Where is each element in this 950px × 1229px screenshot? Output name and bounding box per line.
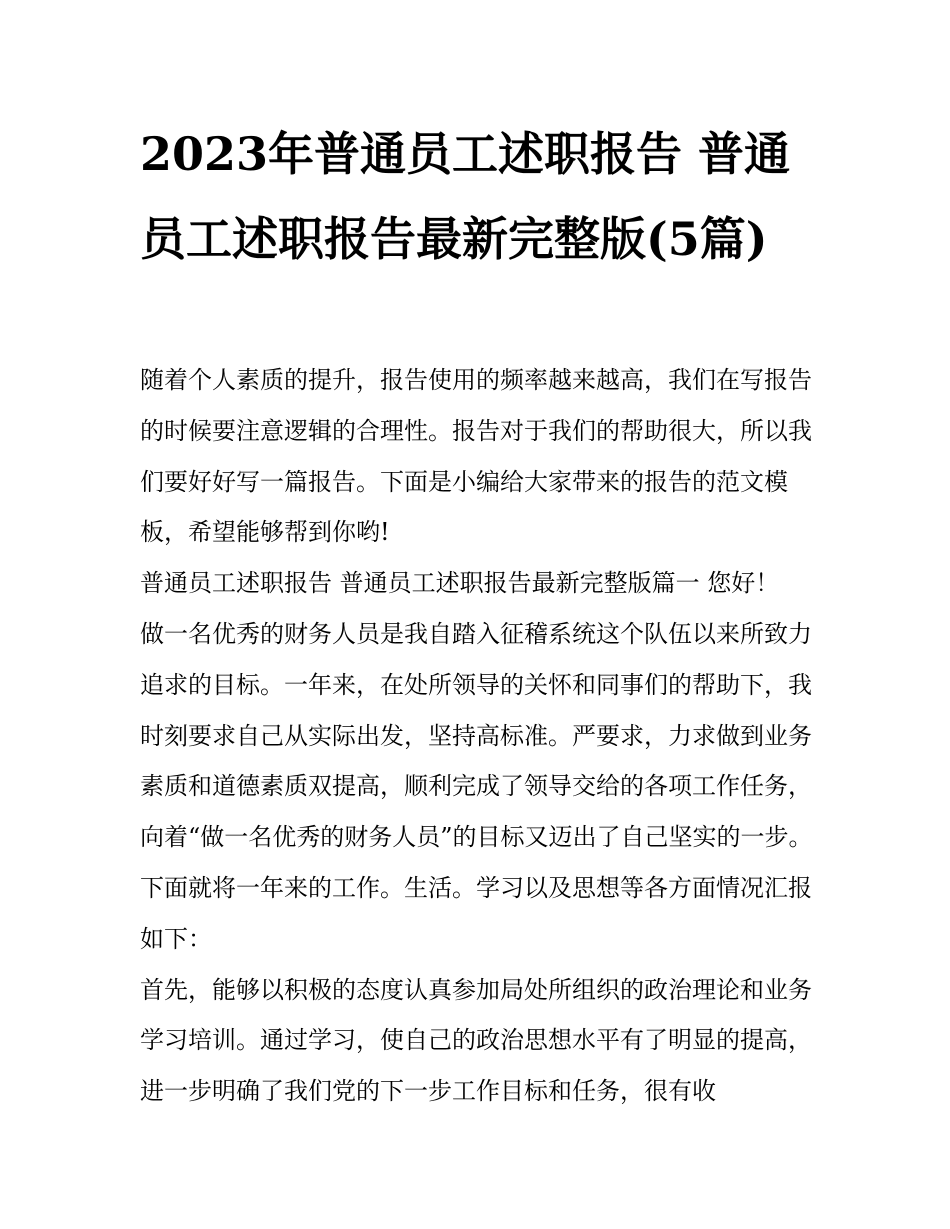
paragraph-intro: 随着个人素质的提升，报告使用的频率越来越高，我们在写报告的时候要注意逻辑的合理性。报告对于我们的帮助很大，所以我们要好好写一篇报告。下面是小编给大家带来的报告的范文模板，希望能够帮到你哟! <box>140 366 812 547</box>
document-title: 2023年普通员工述职报告 普通员工述职报告最新完整版(5篇) <box>140 127 791 266</box>
paragraph-goal: 做一名优秀的财务人员是我自踏入征稽系统这个队伍以来所致力追求的目标。一年来，在处所领导的关怀和同事们的帮助下，我时刻要求自己从实际出发，坚持高标准。严要求，力求做到业务素质和道德素质双提高，顺利完成了领导交给的各项工作任务，向着“做一名优秀的财务人员”的目标又迈出了自己坚实的一步。下面就将一年来的工作。生活。学习以及思想等各方面情况汇报如下： <box>140 619 813 953</box>
document-body <box>140 355 820 1117</box>
paragraph-greeting: 普通员工述职报告 普通员工述职报告最新完整版篇一 您好！ <box>140 569 780 598</box>
paragraph-study: 首先，能够以积极的态度认真参加局处所组织的政治理论和业务学习培训。通过学习，使自己的政治思想水平有了明显的提高，进一步明确了我们党的下一步工作目标和任务，很有收 <box>140 975 812 1106</box>
